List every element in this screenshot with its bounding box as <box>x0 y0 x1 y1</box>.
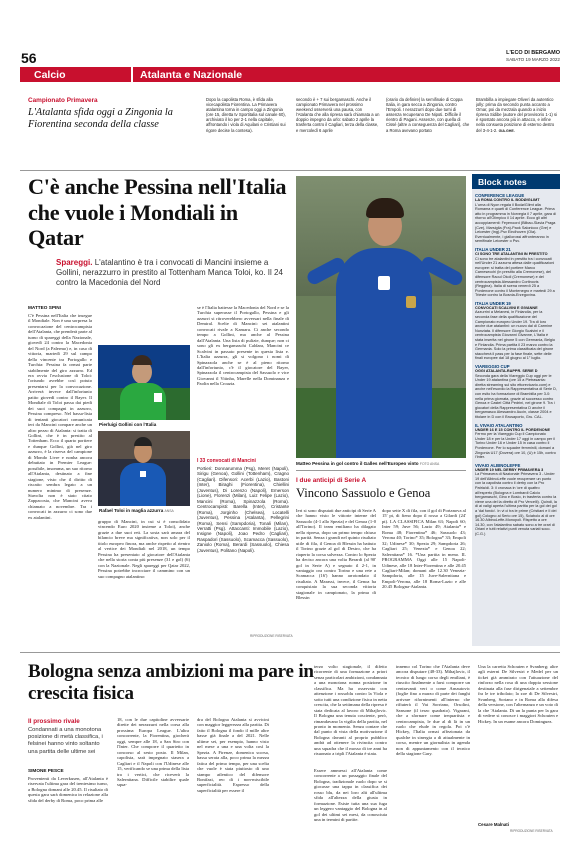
blocknotes-title: Block notes <box>478 177 527 187</box>
blocknote-item <box>475 193 557 244</box>
photo-toloi-caption <box>99 508 174 513</box>
convocati-list-credit: RIPRODUZIONE RISERVATA <box>250 634 293 638</box>
sub-col-2: dopo sette X di fila, con il gol di Portanova al 15' pt, di fieno dopo il rosso a Gilardi (24' pt). LA CLASSIFICA Milan 63; Napoli 60; Inter 59; Juve 56; Lazio 49; Atalanta* e Roma 48; Fiorentina* 46; Sassuolo 43; Verona 40; Torino* 35; Bologna* 33; Empoli 32; Udinese* 30; Spezia 29; Sampdoria 26; Cagliari 25; Venezia* e Genoa 22; Salernitana* 16. *Una partita in meno. IL PROGRAMMA Oggi alle 15 Napoli-Udinese, alle 18 Inter-Fiorentina e alle 20.45 Cagliari-Milan; domani alle 12.30 Venezia-Sampdoria, alle 15 Juve-Salernitana e Empoli-Verona, alle 18 Roma-Lazio e alle 20.45 Bologna-Atalanta. <box>382 508 466 590</box>
photo-toloi-credit: ANSA <box>164 509 174 513</box>
bottom-kicker: Il prossimo rivale <box>28 718 80 725</box>
bottom-col-4: terzo volto stagionale, il difetto ricorrente di una formazione a priori senza particolari ambizioni, condannata a una monotona nonna posizione in classifica. Ma ha osservato con attenzione i rossoblu contro la Viola e sotto tutti una condizione fisica in netta crescita, che la settimana della ripresa è stata dedicata al lavoro di Mihajlovic. Il Bologna una tenuta cosciente, però, rimandavano la vigilia della partita, nel pronto in momento. Senza contare che dal punto di vista della motivazione il Bologna davanti al proprio pubblico andrà ad ottenere la rivincita contro una squadra che il mosso di tre anni ha risuonato a tripli l'Atalanta è stata. <box>314 664 387 757</box>
blocknote-item <box>475 463 557 537</box>
bottom-credit: RIPRODUZIONE RISERVATA <box>510 829 553 833</box>
bottom-divider <box>20 652 560 653</box>
main-deck-kicker: Spareggi. <box>56 258 93 267</box>
blocknote-item <box>475 247 557 298</box>
blocknote-item <box>475 364 557 420</box>
bottom-col-5: Essere ammessi all'Atalanta come concorrente a un passaggio finale del Bologna, tradizionale ruolo dopo se si giocasse una tappa in classifica dei rosso blu, da nei loro alti all'ultima sfida all'altezza della giusta in formazione. Esiste tutta una sua fuga un leggero vantaggio del Bologna in al gol dei ultimi sei mesi, da conosciuta una in termini di partite. <box>314 768 387 823</box>
section-bar <box>20 67 560 82</box>
photo-gollini-caption: Pierluigi Gollini con l'Italia <box>99 422 157 427</box>
blocknote-sub: CI SONO TRE ATALANTINI IN PRESTITO <box>475 251 548 256</box>
top-col-4-text: Brambilla a impiegare Oliveri da autentico jolly: prima da secondo punta accanto a Omar, poi da mezzala quando a inizio ripresa Sidibe (autore del provvisorio 1-1) si è spostato ancora più in attacco, e infine nella consueta posizione di esterno destro del 3-4-1-2. <box>476 97 557 133</box>
blocknote-sub: LA ROMA CONTRO IL BODØ/GLIMT <box>475 198 540 202</box>
main-deck <box>56 258 292 287</box>
top-kicker: Campionato Primavera <box>28 97 98 104</box>
issue-date: SABATO 19 MARZO 2022 <box>506 57 560 62</box>
bottom-col-1: Provenienti da Leverkusen, all'Atalanta è riservata l'ultima gara del trentesimo turno, a Bologna domani alle 20.45. Il risultato di questa gara sarà domenica in relazione alla sfida del derby di Roma, poco prima alle <box>28 776 108 803</box>
top-col-1: Dopo la capolista Roma, è sfida alla vicecapolista Fiorentina. La Primavera atalantina torna in campo oggi a Zingonia (ore 15, diretta tv Sportitalia sul canale 60), archiviato il ko per 2-1 nella capitale, affrontando i viola di Aquilani e Cristiani sui rigore decise la contesa). <box>206 97 286 133</box>
blocknote-sub: CONVOCATI SCALVINI E GIVANNE <box>475 305 538 310</box>
blocknote-head: IL VIVAIO ATALANTINO <box>475 422 523 428</box>
blocknote-text: Azzurrini a Melanesi, in Finlandia, per la seconda fase della qualificazione del Campionato europeo Under 19. Tra di loro anche due atalantini: un nuovo dal di Carmine Nunziata. Il difensore Giorgio Scalvini e il centrocampista Giovanni Givanne, L'Italia è stata inserita nel girone 5 con Germania, Belgio e Finlandia. Prima partita il 23 marzo contro la Germania. Solo la prima classificata del girone staccherà il pass per la fase finale, sette delle finali europee dal 18 giugno al 1° luglio. <box>475 310 555 361</box>
bottom-signature: Cesare Malnati <box>478 822 509 827</box>
top-col-4 <box>476 97 560 163</box>
convocati-list: Portieri: Donnarumma (Psg), Meret (Napoli), Sirigu (Genoa), Gollini (Tottenham), Cragno (Cagliari). Difensori: Acerbi (Lazio), Bastoni (Inter), Biraghi (Fiorentina), Chiellini (Juventus), Di Lorenzo (Napoli), Emerson (Lione), Florenzi (Milan), Luiz Felipe (Lazio), Mancini (Roma), Spinazzola (Roma). Centrocampisti: Barella (Inter), Cristante (Roma), Jorginho (Chelsea), Locatelli (Juventus), Pessina (Atalanta), Pellegrini (Roma), Sensi (Sampdoria), Tonali (Milan), Verratti (Psg). Attaccanti: Immobile (Lazio), Insigne (Napoli), Joao Pedro (Cagliari), Raspadori (Sassuolo), Scamacca (Sassuolo), Zaniolo (Roma), Berardi (Sassuolo), Chiesa (Juventus), Politano (Napoli). <box>197 466 289 553</box>
blocknote-sub: UNDER 16 E 15 CONTRO IL PORDENONE <box>475 427 551 432</box>
newspaper-name: L'ECO DI BERGAMO <box>506 50 560 56</box>
convocati-list-title: I 33 convocati di Mancini <box>197 458 256 464</box>
blocknote-item <box>475 301 557 361</box>
bottom-deck: Condannati a una monotona posizione di metà classifica, i felsinei hanno vinto soltanto una partita delle ultime sei <box>28 727 103 755</box>
main-col-2b: se è l'Italia battesse la Macedonia del Nord e se la Turchia superasse il Portogallo, Pessina e gli azzurri si ritroverebbero avversari nella finale di Demiral. Scelte di Mancini: sei atalantini convocati rivale a Kamaru. Ci anche secondo tempo a Gollini, ma anche al Pessina dall'Atalanta. Una lista di pulizie, dunque; non ci sono gli ex bergamaschi Caldara, Mancini ce Scalvini in passato presente in questa lista e. L'Italia azzurra, gli si volgono i nomi di Spinazzola anche se è al pieno ritorno dall'infortunio, c'è il giocatore del Bayer, Spinazzola il centrocampista del Sassuolo e vice Giovanni il Vitinha, Marelle nella Dominanza e Paolin nella Croazia. <box>197 305 289 387</box>
photo-toloi-caption-text: Rafael Toloi in maglia azzurra <box>99 508 164 513</box>
main-deck-text: L'atalantino è tra i convocati di Mancini insieme a Gollini, nerazzurro in prestito al Tottenham Manca Toloi, ko. Il 24 contro la Macedonia del Nord <box>56 258 283 287</box>
bottom-col-7: Una la carretta Schouten e Svanberg; altre agli esterni De Silvestri e Medel per un ticket già ammirato con l'attuazione del rinforzo nella rosa di una doppia sessione destinata alla fase dirigenziale a settembre fra le tre tribolato; la zoe di De Silvestri, Svanberg, Soriano e in Roma alla difesa della versione, con l'alternanza e un voto di la che 'Atalanta. Di un la punta per la gara di vedere si conosce i maggiori Schouten e Hickey. In un esame ancora Dominguez. <box>478 664 558 724</box>
photo-pessina-caption <box>296 461 439 466</box>
blocknotes-list <box>475 193 557 643</box>
bottom-col-3: dra del Bologna Atalanta si avvicini con maggior leggerezza alla partita. Di fatto il Bologna il fondo il mille altre basse già finale a del 2021. Nelle ultime sei, per esempio, hanno visto nel mese a una e una volta così la Spezia. A Firenze, domenica scorsa, bassa serata alla, poco prima la mezza fatica del primo tempo, per una scelta che vuole è stata piuttosto di uno stampo atlentico del difensore Bonifazi, reo di i non-miscibile superficialità. Espresso della superficialità per essere il <box>197 717 269 793</box>
blocknote-head: VIAREGGIO CUP <box>475 364 510 369</box>
blocknote-head: ITALIA UNDER 21 <box>475 246 511 252</box>
blocknote-text: La Primavera di Nazionale Primavera 3 - Under 19 dell'AlbinoLeffe vuole recuperare un punto con la capolista contro il derby con la Pro Patria/di. 3: il cronaca in 'ore di quattro all'esperto (Bologna e Lombardi Calcio bergamaschi, Gino e Bosio, in trasferta contro la viene una del la diretto di Pro Vercelli). Quindi, la di ai valigi aperta l'ultima partita per la gol dei gol a 'dal fondo'. In vi ci tra le prime (Cristiani e Il dei gol) Cologno al Serio ore 15), Sciabolo al di ore 16.30 AlbinoLeffe-Monopoli. Rispetto a ore 14.30, con l'atalantino sabato sono a tre orari di Oriani e tutti relativi punti venuta variati soco. (C.G.) <box>475 472 557 536</box>
blocknote-item <box>475 423 557 460</box>
photo-gollini <box>98 345 190 420</box>
section-bar-divider <box>131 67 133 82</box>
main-col-2a: gruppo di Mancini, in cui si è consolidato vincendo Euro 2020 insieme a Toloi), anche grazie a due suoi reti. La sosta sarà amara del bilancio breve ma significativa, non solo per il titolo europeo finora, ma anche rispetto al rientro al vertice dei Mondiali nel 2018, un tempo Pessina ha presentato al giocatore dell'Atalanta che nella storia conta più presenze (31 e gol) (6) con la Nazionale. Negli spareggi per Qatar 2022, Pessina potrebbe incrociare il cammino con un suo compagno atalantino: <box>98 519 190 579</box>
photo-toloi <box>98 431 190 506</box>
main-headline: C'è anche Pessina nell'Italia che vuole i Mondiali in Qatar <box>28 174 287 250</box>
sub-divider <box>296 470 466 471</box>
blocknote-sub: UNDER 19 NEL DERBY PRIMAVERA 3 <box>475 467 544 472</box>
main-byline: MATTEO SPINI <box>28 305 61 310</box>
sub-col-1: Ieri si sono disputati due anticipi di Serie A che hanno visto le vittorie interne del Sassuolo (4-1 allo Spezia) e del Genoa (1-0 all'Torino). Il team emiliano ha dilagato nella ripresa, dopo un primo tempo chiuso in parità. Senza i grandi nel quinto risultato utile di fila, il Genoa di Blessin ha battuto il Torino grazie al gol di Destro, che ha riaperto la corsa salvezza. Contro lo Spezia ha deciso ancora una volta Berardi (al 90' gol in Serie A) e segnato il 2-1, in vantaggio ora contro Torino e una rete a Scamacca (16') hanno arrotondato il risultato. A Marassi, invece, il Genoa ha conquistato la sua seconda vittoria stagionale in campionato, la prima di Blessin <box>296 508 376 601</box>
photo-pessina-caption-text: Matteo Pessina in gol contro il Galles nell'Europeo vinto <box>296 461 419 466</box>
bottom-byline: SIMONE PESCE <box>28 768 64 773</box>
bottom-headline: Bologna senza ambizioni ma pare in crescita fisica <box>28 661 314 704</box>
blocknote-text: L'urna di Nyon regala il Bodø/Glimt alla Romama e quarti di Conference League. Prima atto in programma in Norvegia il 7 aprile, gara di ritorno all'Olimpico il 14 aprile. Ecco gli altri accoppiamenti: Feyenoord (Bilbao-Slavia Praga (Cze), Marsiglia (Fra)-Paok Salonicco (Gre) e Leicester (Ing)-Psv Eindhoven (Ola). Eventualmente, i giallorossi affronteranno in semifinale Leicester o Psv. <box>475 202 557 244</box>
blocknote-sub: OGGI ATALANTA-RAPPR. SERIE D <box>475 369 538 373</box>
top-divider <box>20 170 560 171</box>
bottom-col-2: 18, con le due capitoline avversarie dirette dei nerazzurri nella corsa alla prossima Europa League. L'ultra concorrente, la Fiorentina, giocherà oggi, sempre alle 18, a San Siro con l'Inter. Che comporre il quartetto in concorso al sesto posto. Il Milan, capolista, sarà impegnato stasera a Cagliari e il Napoli con l'Udinese alle 15, verificando se una prima della lista tra i vertici, che riceverà la Salernitana. Difficile stabilire quale squa- <box>117 717 189 788</box>
sub-headline: Vincono Sassuolo e Genoa <box>296 486 431 500</box>
top-headline: L'Atalanta sfida oggi a Zingonia la Fiorentina seconda della classe <box>28 107 173 131</box>
bottom-col-6: innemo col Torino che l'Atalanta deve ancora disputare (48-33). Mihajlovic, il tecnico di lungo corso degli emiliani, è riuscito finalmente a farsi comporre un centravanti veri o come Arnautovic (foglie fino a marzo di parte dei fanghi arrivare rifornimenti all'interno che rifiuterà il Vai Sorriano, Orsolini, Sansone (il terzo quadrato). Vigarani, che a sfornare come trequartista e centrocampista, le due al di là in un ruolo che elude in regola. Poi c'è Hickey, l'Italia ormai affezionata da qualche in sinergia a di attualmente in corso, mentre un giornalista in agenda non di appuntamento con il tecnico della stagione Gary. <box>396 664 470 757</box>
page-number: 56 <box>21 50 37 66</box>
photo-pessina <box>296 176 466 458</box>
blocknote-text: Ci sono tre atalantini in prestito tra i convocati nell'Under 21 azzurra attesa dalle qualificazioni europee: si tratta del portiere Marco Carnesecchi (in prestito alla Cremonese), del difensore Raoul Okoli (Cremonese) e del centrocampista Alessandro Cortinovis (Reggina). Italia di scena venerdì 25 a Pordenone contro il Montenegro e martedì 29 a Trieste contro la Bosnia-Erzegovina. <box>475 256 555 298</box>
top-col-3: (orario da definire) la semifinale di Coppa Italia, in gara secca a Zingonia, contro l'Empoli. I nerazzurri dopo due turni di assenza recuperano De Nipoti. Difficile il rientro di Pagani. Assenze, con quella di Cissé (altre a conseguenza del Cagliari), che a Roma avevano portato <box>386 97 470 133</box>
blocknote-text: Fermo per la Viareggio Cup il Campionato Under 18 e per la Under 17 oggi in campo per il Torino Under 16 e Under 15 in casa contro il Pordenone. Per lo squadre femminili, domani a Zingonia U17 (Dovera) ore 10, (U) è 15h, contro l'Inter. <box>475 432 556 460</box>
main-col-1: C'è Pessina nell'Italia che insegue il Mondiale. Non è una sorpresa la convocazione del centrocampista dell'Atalanta, che prenderà parte al turno di spareggi della Nazionale, giovedì 24 contro la Macedonia del Nord (a Palermo) e, in caso di vittoria, martedì 29 sul campo della vincente tra Portogallo e Turchia: Pessina fa ormai parte stabilmente del giro azzurro. Ed era ovvia l'esclusione di Toloi: l'oriundo avrebbe così potuto presentarsi per la convocazione. Arriverà invece dall'infortunio patito giovedì contro il Bayer. Il Mondiale di Toloi passa dai piedi dei suoi compagni in azzurro, Pessina compreso. Nel bassa-lista di tentanti giocatori comunicata ieri da Mancini compare anche un altro pezzo di Atalanta: si tratta di Gollini, che è in prestito al Tottenham. Ecco il quarto portiere e dunque Gollini, già nel giro azzurro, è la riserva del campione di Mondo Livre e nonha ancora debuttato in Premier League: possibile, insomma, un suo ritorno all'Atalanta, destinato a fine stagione, visto che il diritto di riscatto sembra legato a un numero minimo di presenze. Stavolta non è stato citato Zappacosta, che Mancini aveva chiamato a novembre. Tra i convocati in azzurro ci sono due ex atalantini. <box>28 313 92 520</box>
blocknote-head: ITALIA UNDER 19 <box>475 300 511 306</box>
photo-pessina-credit: FOTO ANSA <box>419 462 440 466</box>
sub-kicker: I due anticipi di Serie A <box>296 477 367 484</box>
top-col-4-signature: GIA.GHE. <box>498 128 515 133</box>
top-col-2: secondo è + 7 sui bergamaschi. Anche il campionato Primavera nel prossimo weekend osserverà una pausa, con l'Atalanta che alla ripresa sarà chiamata a un doppio impegno da urlo: sabato 2 aprile la trasferta contro il Cagliari, terza della classe, e mercoledì 6 aprile <box>296 97 380 133</box>
blocknote-head: CONFERENCE LEAGUE <box>475 193 525 198</box>
subsection-label: Atalanta e Nazionale <box>140 68 243 81</box>
section-label: Calcio <box>34 68 66 81</box>
blocknote-text: Seconda gara della Viareggio Cup oggi per le Under 19 atalantina (ore 15 a Pietrasanta: diretta streaming sul sito ettorevicario.com) e anche nell'esordio la Rappresentativa di Serie D, con esito ha formazione di Brambilla per 3-0: nella prima giornata, grazie al successo contro Genoa e Castel Città Pedrini, nel girone 9. Tra i giocatori della Rappresentativa D anche il bergamasco Alessandro Aucin, classe 2004 e titolare in D con il Brusaporto, Gru. CAL. <box>475 373 557 419</box>
blocknote-head: VIVAIO ALBINOLEFFE <box>475 462 521 468</box>
